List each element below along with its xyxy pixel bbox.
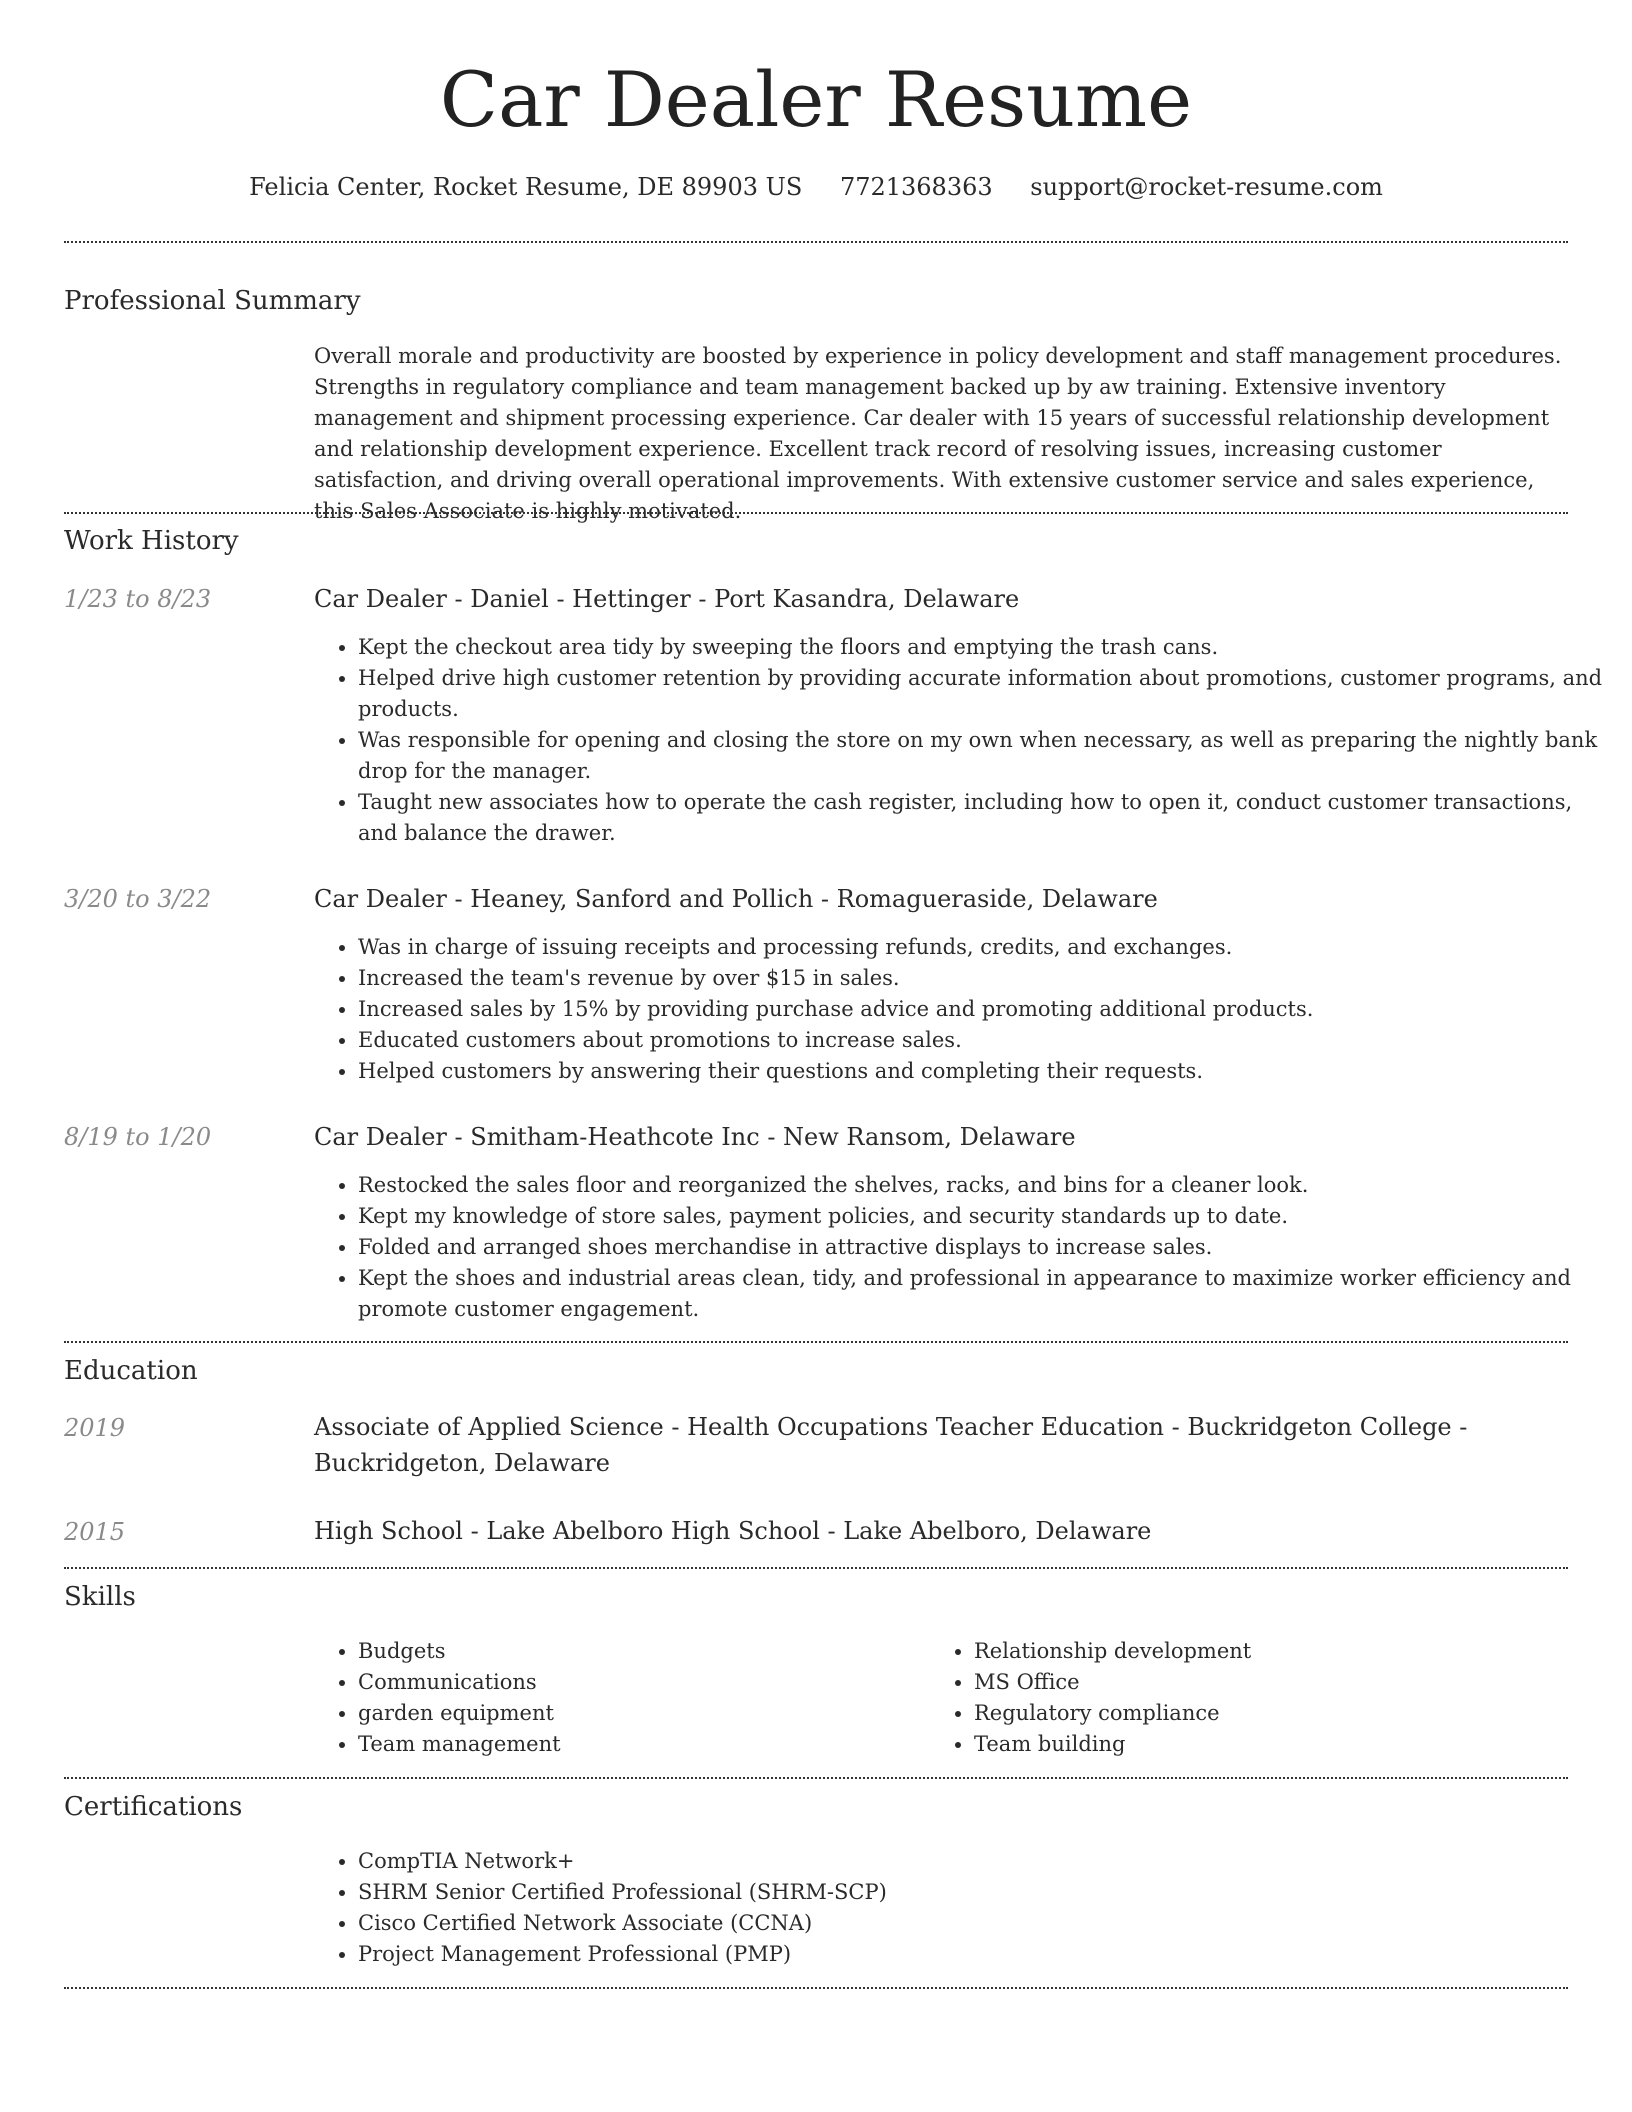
section-divider xyxy=(64,1341,1568,1343)
job-bullet-list xyxy=(314,1170,1614,1325)
certifications-list xyxy=(314,1846,1614,1970)
job-dates: 1/23 to 8/23 xyxy=(64,585,212,613)
contact-line xyxy=(0,170,1632,204)
list-item: • Folded and arranged shoes merchandise in attractive displays to increase sales. xyxy=(358,1232,1614,1263)
job-bullet-list xyxy=(314,932,1614,1087)
skills-list-left xyxy=(314,1636,918,1760)
list-item: • Kept my knowledge of store sales, payment policies, and security standards up to date. xyxy=(358,1201,1614,1232)
resume-title: Car Dealer Resume xyxy=(439,55,1193,144)
list-item: • Team management xyxy=(358,1729,918,1760)
list-item: • Budgets xyxy=(358,1636,918,1667)
list-item: • Was responsible for opening and closing the store on my own when necessary, as well as preparing the nightly bank drop for the manager. xyxy=(358,725,1614,787)
job-bullet-list xyxy=(314,632,1614,849)
section-divider xyxy=(64,512,1568,514)
section-heading-skills: Skills xyxy=(64,1582,136,1612)
section-divider xyxy=(64,1987,1568,1989)
list-item: • MS Office xyxy=(974,1667,1534,1698)
list-item: • Regulatory compliance xyxy=(974,1698,1534,1729)
list-item: • Taught new associates how to operate the cash register, including how to open it, conduct customer transactions, and balance the drawer. xyxy=(358,787,1614,849)
education-year: 2015 xyxy=(64,1518,126,1546)
list-item: • Restocked the sales floor and reorganized the shelves, racks, and bins for a cleaner look. xyxy=(358,1170,1614,1201)
list-item: • SHRM Senior Certified Professional (SHRM-SCP) xyxy=(358,1877,1614,1908)
education-entry xyxy=(314,1513,1570,1549)
list-item: • Increased sales by 15% by providing purchase advice and promoting additional products. xyxy=(358,994,1614,1025)
education-school: - Lake Abelboro High School - Lake Abelboro, Delaware xyxy=(462,1517,1152,1545)
list-item: • Helped drive high customer retention by providing accurate information about promotions, customer programs, and products. xyxy=(358,663,1614,725)
summary-text: Overall morale and productivity are boosted by experience in policy development and staff management procedures. Strengths in regulatory compliance and team management backed up by aw training. Extensive inventory management and shipment processing experience. Car dealer with 15 years of successful relationship development and relationship development experience. Excellent track record of resolving issues, increasing customer satisfaction, and driving overall operational improvements. With extensive customer service and sales experience, this Sales Associate is highly motivated. xyxy=(314,344,1562,523)
list-item: • Increased the team's revenue by over $15 in sales. xyxy=(358,963,1614,994)
list-item: • Kept the checkout area tidy by sweeping the floors and emptying the trash cans. xyxy=(358,632,1614,663)
list-item: • Team building xyxy=(974,1729,1534,1760)
list-item: • Relationship development xyxy=(974,1636,1534,1667)
section-heading-certifications: Certifications xyxy=(64,1792,243,1822)
section-heading-work-history: Work History xyxy=(64,526,239,556)
list-item: • garden equipment xyxy=(358,1698,918,1729)
section-divider xyxy=(64,1777,1568,1779)
skills-list-right xyxy=(930,1636,1534,1760)
job-title: Car Dealer - Smitham-Heathcote Inc - New Ransom, Delaware xyxy=(314,1123,1076,1151)
section-divider xyxy=(64,241,1568,243)
education-school: - Buckridgeton College - Buckridgeton, Delaware xyxy=(314,1413,1468,1477)
job-dates: 3/20 to 3/22 xyxy=(64,885,212,913)
education-degree: Associate of Applied Science - Health Occupations Teacher Education xyxy=(314,1413,1164,1441)
list-item: • CompTIA Network+ xyxy=(358,1846,1614,1877)
education-year: 2019 xyxy=(64,1414,126,1442)
list-item: • Cisco Certified Network Associate (CCNA) xyxy=(358,1908,1614,1939)
list-item: • Communications xyxy=(358,1667,918,1698)
section-heading-education: Education xyxy=(64,1356,198,1386)
education-entry xyxy=(314,1409,1570,1481)
contact-phone: 7721368363 xyxy=(839,173,993,201)
list-item: • Kept the shoes and industrial areas clean, tidy, and professional in appearance to maximize worker efficiency and promote customer engagement. xyxy=(358,1263,1614,1325)
education-degree: High School xyxy=(314,1517,463,1545)
contact-email: support@rocket-resume.com xyxy=(1030,173,1383,201)
job-dates: 8/19 to 1/20 xyxy=(64,1123,212,1151)
section-heading-summary: Professional Summary xyxy=(64,286,361,316)
list-item: • Educated customers about promotions to increase sales. xyxy=(358,1025,1614,1056)
list-item: • Helped customers by answering their questions and completing their requests. xyxy=(358,1056,1614,1087)
job-title: Car Dealer - Daniel - Hettinger - Port Kasandra, Delaware xyxy=(314,585,1020,613)
list-item: • Was in charge of issuing receipts and processing refunds, credits, and exchanges. xyxy=(358,932,1614,963)
list-item: • Project Management Professional (PMP) xyxy=(358,1939,1614,1970)
section-divider xyxy=(64,1567,1568,1569)
job-title: Car Dealer - Heaney, Sanford and Pollich - Romagueraside, Delaware xyxy=(314,885,1158,913)
contact-address: Felicia Center, Rocket Resume, DE 89903 US xyxy=(249,173,803,201)
